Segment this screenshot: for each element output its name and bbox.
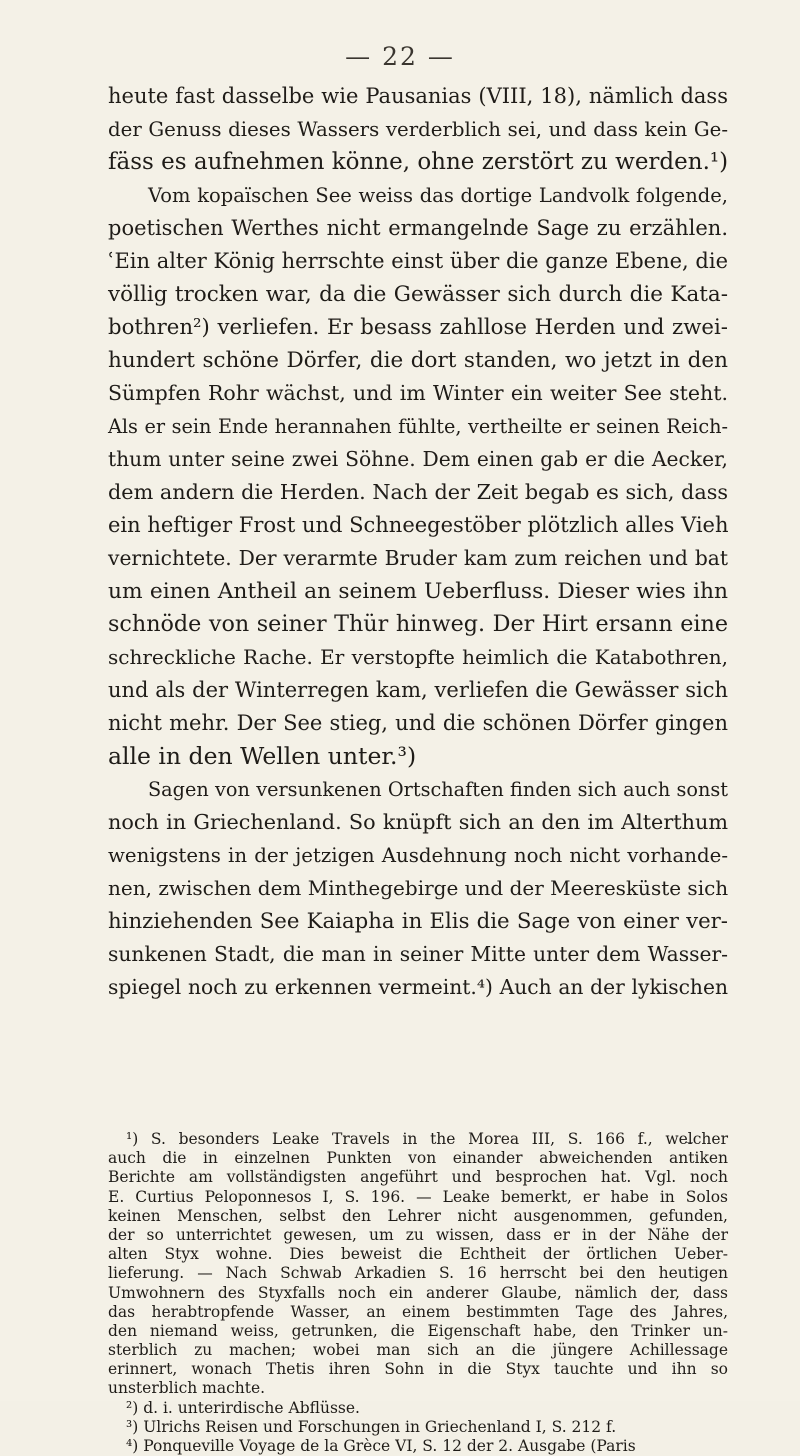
footnote-line: keinen Menschen, selbst den Lehrer nicht ausgenommen, gefunden, [108,1206,728,1225]
text-line: poetischen Werthes nicht ermangelnde Sage zu erzählen. [108,216,728,240]
footnote-line: das herabtropfende Wasser, an einem bestimmten Tage des Jahres, [108,1302,728,1321]
footnote-line: E. Curtius Peloponnesos I, S. 196. — Leake bemerkt, er habe in Solos [108,1187,728,1206]
text-line: heute fast dasselbe wie Pausanias (VIII, 18), nämlich dass [108,84,728,108]
text-line: Als er sein Ende herannahen fühlte, vertheilte er seinen Reich- [108,415,728,438]
footnote-line: erinnert, wonach Thetis ihren Sohn in die Styx tauchte und ihn so [108,1360,728,1379]
text-line: ʿEin alter König herrschte einst über die ganze Ebene, die [108,249,728,273]
footnote-line: den niemand weiss, getrunken, die Eigenschaft habe, den Trinker un- [108,1321,728,1340]
footnote-line: ¹) S. besonders Leake Travels in the Morea III, S. 166 f., welcher [126,1130,728,1148]
text-line: nen, zwischen dem Minthegebirge und der Meeresküste sich [108,876,729,900]
main-text [108,80,728,1004]
text-line: bothren²) verliefen. Er besass zahllose Herden und zwei- [108,315,728,340]
text-line: Sümpfen Rohr wächst, und im Winter ein weiter See steht. [108,381,728,405]
text-line: fäss es aufnehmen könne, ohne zerstört zu werden.¹) [108,149,729,175]
text-line: noch in Griechenland. So knüpft sich an den im Alterthum [108,810,728,834]
text-line: um einen Antheil an seinem Ueberfluss. Dieser wies ihn [108,579,728,604]
footnote-line: alten Styx wohne. Dies beweist die Echtheit der örtlichen Ueber- [108,1245,728,1264]
text-line: und als der Winterregen kam, verliefen die Gewässer sich [108,678,728,702]
footnote-line: lieferung. — Nach Schwab Arkadien S. 16 herrscht bei den heutigen [108,1264,728,1283]
text-line: völlig trocken war, da die Gewässer sich durch die Kata- [108,282,728,307]
text-line: Vom kopaïschen See weiss das dortige Landvolk folgende, [148,184,728,207]
text-line: thum unter seine zwei Söhne. Dem einen gab er die Aecker, [108,447,728,471]
text-line: schnöde von seiner Thür hinweg. Der Hirt ersann eine [108,611,728,637]
footnote-line: sterblich zu machen; wobei man sich an die jüngere Achillessage [108,1341,728,1360]
text-line: Sagen von versunkenen Ortschaften finden sich auch sonst [148,778,728,801]
footnote-line: Berichte am vollständigsten angeführt und besprochen hat. Vgl. noch [108,1168,728,1187]
footnote-line: Umwohnern des Styxfalls noch ein anderer Glaube, nämlich der, dass [108,1283,728,1302]
text-line: alle in den Wellen unter.³) [108,742,417,770]
footnote-line: auch die in einzelnen Punkten von einander abweichenden antiken [108,1149,728,1168]
text-line: dem andern die Herden. Nach der Zeit begab es sich, dass [108,480,728,504]
footnote-line: ²) d. i. unterirdische Abflüsse. [126,1398,360,1417]
text-line: hinziehenden See Kaiapha in Elis die Sage von einer ver- [108,909,728,934]
footnote-line: der so unterrichtet gewesen, um zu wissen, dass er in der Nähe der [108,1225,728,1244]
text-line: ein heftiger Frost und Schneegestöber plötzlich alles Vieh [108,513,729,537]
text-line: der Genuss dieses Wassers verderblich sei, und dass kein Ge- [108,118,728,141]
text-line: schreckliche Rache. Er verstopfte heimlich die Katabothren, [108,645,728,669]
text-line: wenigstens in der jetzigen Ausdehnung noch nicht vorhande- [108,844,728,867]
text-line: nicht mehr. Der See stieg, und die schönen Dörfer gingen [108,711,728,735]
footnotes [108,1130,728,1456]
text-line: vernichtete. Der verarmte Bruder kam zum reichen und bat [108,546,728,570]
text-line: sunkenen Stadt, die man in seiner Mitte unter dem Wasser- [108,942,728,966]
footnote-line: ⁴) Ponqueville Voyage de la Grèce VI, S. 12 der 2. Ausgabe (Paris [126,1437,636,1455]
footnote-line: ³) Ulrichs Reisen und Forschungen in Griechenland I, S. 212 f. [126,1417,617,1436]
text-line: spiegel noch zu erkennen vermeint.⁴) Auch an der lykischen [108,975,728,999]
page-number: — 22 — [345,42,455,71]
text-line: hundert schöne Dörfer, die dort standen, wo jetzt in den [108,348,728,373]
footnote-line: unsterblich machte. [108,1379,266,1398]
